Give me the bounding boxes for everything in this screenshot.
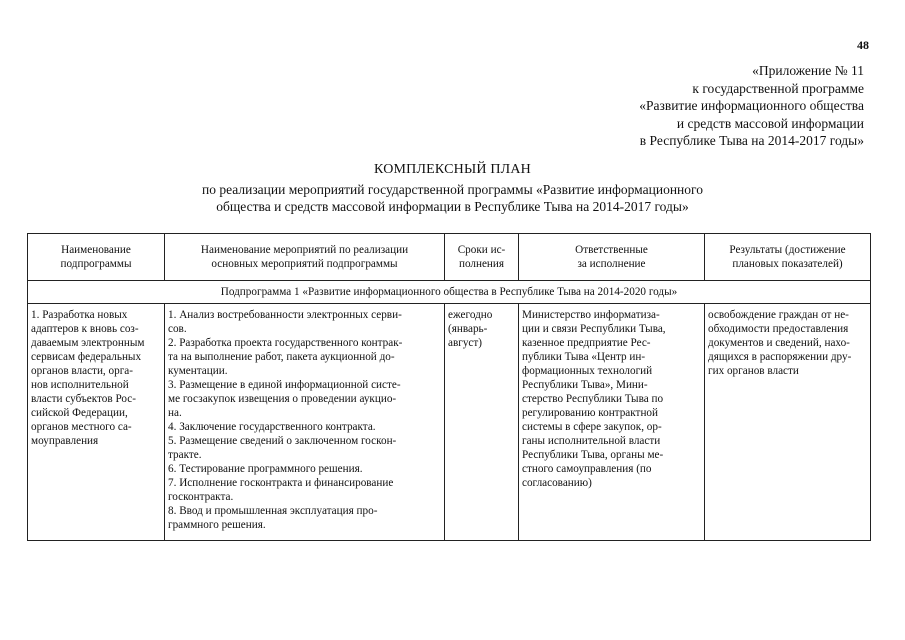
cell-line: тракте.	[168, 449, 202, 461]
subtitle-line: общества и средств массовой информации в Республике Тыва на 2014-2017 годы»	[216, 199, 689, 214]
page-number: 48	[857, 38, 869, 52]
header-line: подпрограммы	[60, 258, 132, 270]
cell-line: сийской Федерации,	[31, 407, 128, 419]
header-activities	[165, 234, 445, 281]
cell-activities	[165, 304, 445, 541]
cell-line: системы в сфере закупок, ор-	[522, 421, 662, 433]
cell-line: ежегодно	[448, 309, 493, 321]
header-line: полнения	[458, 258, 505, 270]
cell-line: публики Тыва «Центр ин-	[522, 351, 646, 363]
cell-line: 4. Заключение государственного контракта.	[168, 421, 376, 433]
cell-line: ганы исполнительной власти	[522, 435, 661, 447]
cell-line: власти субъектов Рос-	[31, 393, 136, 405]
cell-line: на.	[168, 407, 182, 419]
cell-line: (январь-	[448, 323, 488, 335]
cell-line: та на выполнение работ, пакета аукционной до-	[168, 351, 395, 363]
header-line: Результаты (достижение	[729, 244, 846, 256]
appendix-line: «Развитие информационного общества	[639, 98, 864, 113]
cell-line: моуправления	[31, 435, 99, 447]
cell-line: казенное предприятие Рес-	[522, 337, 651, 349]
cell-results	[705, 304, 871, 541]
cell-line: адаптеров к вновь соз-	[31, 323, 139, 335]
cell-line: формационных технологий	[522, 365, 653, 377]
cell-line: граммного решения.	[168, 519, 266, 531]
header-results	[705, 234, 871, 281]
document-subtitle	[0, 181, 905, 215]
cell-responsible	[519, 304, 705, 541]
cell-line: дящихся в распоряжении дру-	[708, 351, 852, 363]
cell-line: органов местного са-	[31, 421, 132, 433]
table-header-row	[28, 234, 871, 281]
cell-line: регулированию контрактной	[522, 407, 659, 419]
header-line: плановых показателей)	[732, 258, 843, 270]
cell-line: стного самоуправления (по	[522, 463, 652, 475]
cell-deadline	[445, 304, 519, 541]
cell-line: Республики Тыва», Мини-	[522, 379, 648, 391]
subprogram-title: Подпрограмма 1 «Развитие информационного общества в Республике Тыва на 2014-2020 годы»	[28, 281, 871, 304]
cell-line: обходимости предоставления	[708, 323, 849, 335]
header-line: за исполнение	[577, 258, 646, 270]
header-responsible	[519, 234, 705, 281]
appendix-line: «Приложение № 11	[752, 63, 864, 78]
cell-line: согласованию)	[522, 477, 592, 489]
appendix-line: и средств массовой информации	[676, 115, 864, 131]
cell-line: ции и связи Республики Тыва,	[522, 323, 666, 335]
cell-subprogram-name	[28, 304, 165, 541]
cell-line: 1. Анализ востребованности электронных серви-	[168, 309, 402, 321]
cell-line: 7. Исполнение госконтракта и финансирование	[168, 477, 394, 489]
cell-line: органов власти, орга-	[31, 365, 133, 377]
header-deadline	[445, 234, 519, 281]
cell-line: нов исполнительной	[31, 379, 129, 391]
header-line: Сроки ис-	[457, 244, 506, 256]
header-line: основных мероприятий подпрограммы	[211, 258, 398, 270]
subtitle-line: по реализации мероприятий государственной программы «Развитие информационного	[202, 182, 703, 197]
cell-line: сов.	[168, 323, 187, 335]
cell-line: 3. Размещение в единой информационной систе-	[168, 379, 401, 391]
plan-table	[27, 233, 871, 541]
subprogram-row	[28, 281, 871, 304]
appendix-line: к государственной программе	[692, 80, 864, 96]
cell-line: ме госзакупок извещения о проведении аукцио-	[168, 393, 397, 405]
header-line: Ответственные	[575, 244, 648, 256]
table-row	[28, 304, 871, 541]
cell-line: госконтракта.	[168, 491, 234, 503]
cell-line: Республики Тыва, органы ме-	[522, 449, 664, 461]
header-subprogram	[28, 234, 165, 281]
header-line: Наименование	[61, 244, 131, 256]
cell-line: гих органов власти	[708, 365, 799, 377]
cell-line: Министерство информатиза-	[522, 309, 660, 321]
cell-line: 8. Ввод и промышленная эксплуатация про-	[168, 505, 378, 517]
cell-line: даваемым электронным	[31, 337, 145, 349]
appendix-header	[484, 62, 864, 150]
cell-line: документов и сведений, нахо-	[708, 337, 850, 349]
cell-line: 1. Разработка новых	[31, 309, 128, 321]
cell-line: стерство Республики Тыва по	[522, 393, 664, 405]
appendix-line: в Республике Тыва на 2014-2017 годы»	[639, 133, 864, 148]
cell-line: 5. Размещение сведений о заключенном госкон-	[168, 435, 397, 447]
document-title: КОМПЛЕКСНЫЙ ПЛАН	[374, 162, 531, 177]
header-line: Наименование мероприятий по реализации	[200, 244, 409, 256]
cell-line: сервисам федеральных	[31, 351, 142, 363]
cell-line: освобождение граждан от не-	[708, 309, 849, 321]
cell-line: август)	[448, 337, 483, 349]
cell-line: 6. Тестирование программного решения.	[168, 463, 363, 475]
cell-line: 2. Разработка проекта государственного контрак-	[168, 337, 403, 349]
cell-line: кументации.	[168, 365, 228, 377]
